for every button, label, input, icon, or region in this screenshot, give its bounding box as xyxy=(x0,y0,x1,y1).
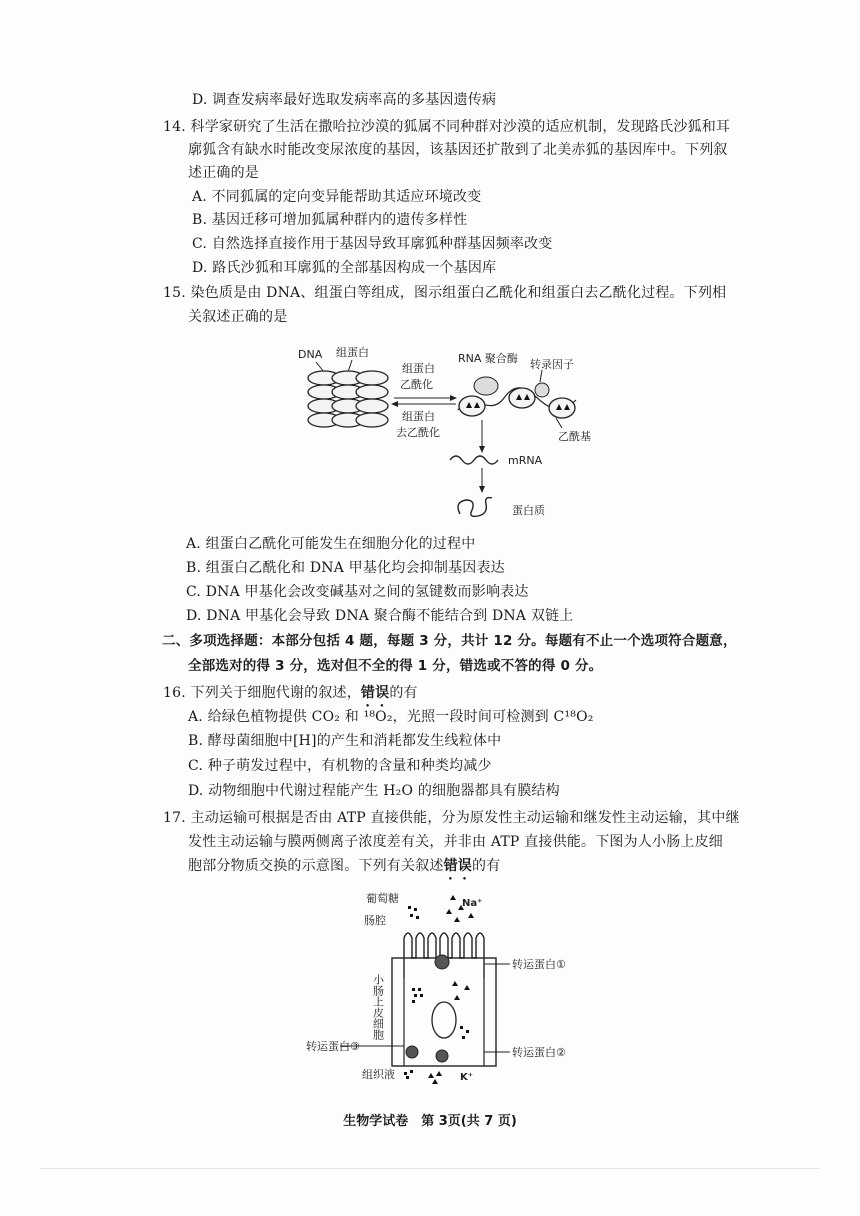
section-2-heading-line-1: 二、多项选择题：本部分包括 4 题，每题 3 分，共计 12 分。每题有不止一个选项符合题意， xyxy=(162,633,737,649)
condensed-chromatin xyxy=(308,371,388,427)
label-deacetylation-1: 组蛋白 xyxy=(402,410,435,423)
q15-option-a: A. 组蛋白乙酰化可能发生在细胞分化的过程中 xyxy=(186,536,476,552)
q15-option-b: B. 组蛋白乙酰化和 DNA 甲基化均会抑制基因表达 xyxy=(186,560,505,576)
protein-chain xyxy=(458,498,492,517)
mrna-strand xyxy=(450,456,498,464)
bottom-divider xyxy=(40,1168,820,1169)
q14-option-b: B. 基因迁移可增加狐属种群内的遗传多样性 xyxy=(192,212,468,228)
chromatin-figure xyxy=(290,340,620,530)
q16-stem-tail: 的有 xyxy=(389,685,418,701)
label-tissue-fluid: 组织液 xyxy=(362,1068,395,1081)
transporter-2-shape xyxy=(436,1050,448,1062)
label-na-ion: Na⁺ xyxy=(462,898,483,909)
q16-stem-emphasis: 错误 xyxy=(360,685,390,701)
label-acetylation-1: 组蛋白 xyxy=(402,362,435,375)
label-dna: DNA xyxy=(298,348,323,361)
q14-stem-line-1: 14. 科学家研究了生活在撒哈拉沙漠的狐属不同种群对沙漠的适应机制，发现路氏沙狐和耳 xyxy=(163,119,731,135)
label-acetylation-2: 乙酰化 xyxy=(400,378,433,391)
q17-stem-tail: 的有 xyxy=(472,858,501,874)
q17-stem-line-1: 17. 主动运输可根据是否由 ATP 直接供能，分为原发性主动运输和继发性主动运输，其中继 xyxy=(163,810,740,826)
histone-pointer xyxy=(348,360,352,372)
epithelial-transport-figure xyxy=(300,888,580,1084)
q16-option-b: B. 酵母菌细胞中[H]的产生和消耗都发生线粒体中 xyxy=(188,733,502,749)
label-mrna: mRNA xyxy=(508,454,543,467)
q15-stem-line-1: 15. 染色质是由 DNA、组蛋白等组成，图示组蛋白乙酰化和组蛋白去乙酰化过程。下列相 xyxy=(163,285,727,301)
q16-stem xyxy=(163,683,418,710)
label-protein: 蛋白质 xyxy=(512,504,545,517)
q14-stem-line-2: 廓狐含有缺水时能改变尿浓度的基因，该基因还扩散到了北美赤狐的基因库中。下列叙 xyxy=(188,142,728,158)
label-deacetylation-2: 去乙酰化 xyxy=(396,426,440,439)
label-k-ion: K⁺ xyxy=(460,1072,474,1083)
q13-option-d: D. 调查发病率最好选取发病率高的多基因遗传病 xyxy=(192,92,497,108)
q14-option-c: C. 自然选择直接作用于基因导致耳廓狐种群基因频率改变 xyxy=(192,236,553,252)
q14-option-a: A. 不同狐属的定向变异能帮助其适应环境改变 xyxy=(192,189,482,205)
q16-option-d: D. 动物细胞中代谢过程能产生 H₂O 的细胞器都具有膜结构 xyxy=(188,783,560,799)
label-transporter-3: 转运蛋白③ xyxy=(306,1040,360,1053)
label-acetyl-group: 乙酰基 xyxy=(558,430,591,443)
transcription-factor-shape xyxy=(535,383,549,397)
label-transporter-1: 转运蛋白① xyxy=(512,958,566,971)
q16-stem-text: 16. 下列关于细胞代谢的叙述， xyxy=(163,685,361,701)
transporter-1-shape xyxy=(435,955,449,969)
q14-option-d: D. 路氏沙狐和耳廓狐的全部基因构成一个基因库 xyxy=(192,260,497,276)
q16-option-a: A. 给绿色植物提供 CO₂ 和 ¹⁸O₂，光照一段时间可检测到 C¹⁸O₂ xyxy=(188,709,594,725)
section-2-heading-line-2: 全部选对的得 3 分，选对但不全的得 1 分，错选或不答的得 0 分。 xyxy=(188,658,603,674)
q14-stem-line-3: 述正确的是 xyxy=(188,165,259,181)
rna-polymerase-shape xyxy=(474,377,498,395)
q15-stem-line-2: 关叙述正确的是 xyxy=(188,309,288,325)
q17-stem-line-3 xyxy=(188,856,500,883)
transporter-3-shape xyxy=(406,1046,418,1058)
q17-stem-text: 胞部分物质交换的示意图。下列有关叙述 xyxy=(188,858,444,874)
q15-option-d: D. DNA 甲基化会导致 DNA 聚合酶不能结合到 DNA 双链上 xyxy=(186,608,574,624)
label-lumen: 肠腔 xyxy=(364,914,386,927)
nucleus xyxy=(432,1002,456,1038)
q16-option-c: C. 种子萌发过程中，有机物的含量和种类均减少 xyxy=(188,758,492,774)
q17-stem-line-2: 发性主动运输与膜两侧离子浓度差有关，并非由 ATP 直接供能。下图为人小肠上皮细 xyxy=(188,834,724,850)
label-histone: 组蛋白 xyxy=(336,346,369,359)
q17-stem-emphasis: 错误 xyxy=(443,858,473,874)
q15-option-c: C. DNA 甲基化会改变碱基对之间的氢键数而影响表达 xyxy=(186,584,529,600)
label-transcription-factor: 转录因子 xyxy=(530,358,574,371)
label-rna-polymerase: RNA 聚合酶 xyxy=(458,352,518,365)
label-glucose: 葡萄糖 xyxy=(366,892,399,905)
label-epithelial-cell: 小肠上皮细胞 xyxy=(371,974,385,1040)
open-chromatin xyxy=(458,377,576,418)
page-footer: 生物学试卷 第 3页(共 7 页) xyxy=(343,1114,517,1129)
label-transporter-2: 转运蛋白② xyxy=(512,1046,566,1059)
